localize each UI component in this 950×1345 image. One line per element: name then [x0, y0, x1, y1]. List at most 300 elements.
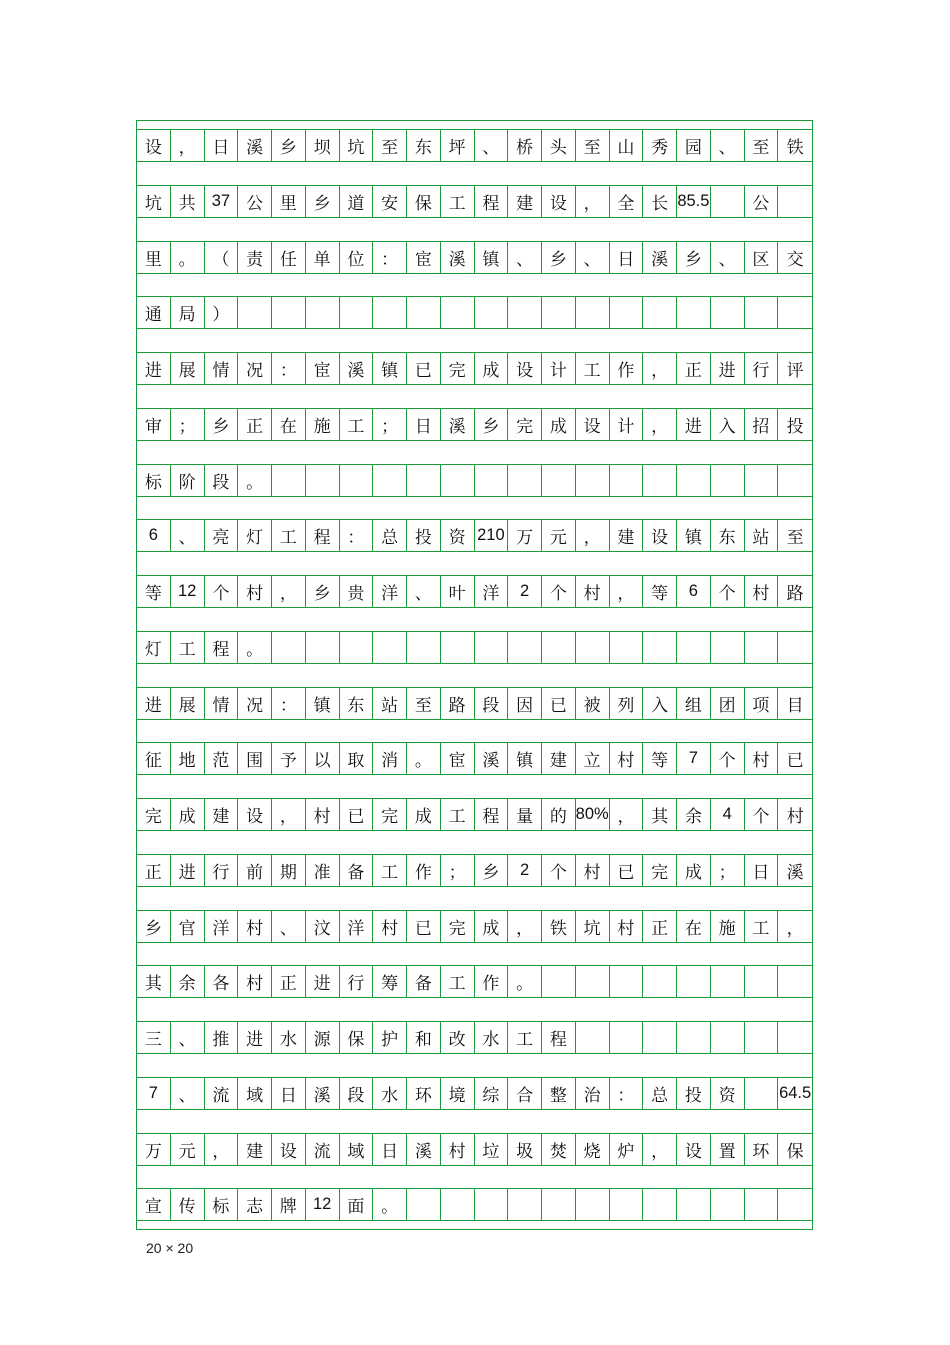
grid-cell: 镇: [508, 742, 542, 775]
grid-cell: 镇: [373, 352, 407, 385]
grid-cell: [238, 296, 272, 329]
grid-cell: 共: [171, 185, 205, 218]
grid-cell: [778, 296, 812, 329]
grid-cell: 村: [576, 854, 610, 887]
grid-cell: 、: [171, 1077, 205, 1110]
grid-cell: 桥: [508, 129, 542, 162]
grid-cell: 210: [475, 519, 509, 552]
grid-cell: （: [205, 241, 239, 274]
grid-cell: 完: [137, 798, 171, 831]
grid-cell: 消: [373, 742, 407, 775]
grid-cell: 80%: [576, 798, 610, 831]
grid-cell: 汶: [306, 910, 340, 943]
grid-cell: 团: [711, 687, 745, 720]
grid-row: [137, 241, 812, 274]
grid-cell: 段: [340, 1077, 374, 1110]
grid-cell: 工: [441, 965, 475, 998]
grid-cell: 完: [441, 910, 475, 943]
grid-cell: 工: [508, 1021, 542, 1054]
grid-cell: 公: [745, 185, 779, 218]
grid-cell: ；: [711, 854, 745, 887]
grid-cell: [778, 464, 812, 497]
grid-cell: 整: [542, 1077, 576, 1110]
grid-cell: 溪: [407, 1133, 441, 1166]
grid-cell: 作: [407, 854, 441, 887]
grid-cell: 、: [272, 910, 306, 943]
grid-cell: 山: [610, 129, 644, 162]
grid-cell: 坑: [137, 185, 171, 218]
grid-cell: 正: [272, 965, 306, 998]
grid-cell: [711, 464, 745, 497]
grid-cell: 总: [643, 1077, 677, 1110]
grid-cell: 流: [306, 1133, 340, 1166]
grid-cell: 、: [475, 129, 509, 162]
grid-cell: 完: [373, 798, 407, 831]
grid-cell: 6: [137, 519, 171, 552]
grid-row: [137, 631, 812, 664]
grid-cell: 灯: [238, 519, 272, 552]
grid-cell: 站: [373, 687, 407, 720]
grid-cell: 7: [137, 1077, 171, 1110]
grid-cell: 镇: [306, 687, 340, 720]
grid-row: [137, 798, 812, 831]
grid-cell: 里: [272, 185, 306, 218]
grid-cell: 前: [238, 854, 272, 887]
grid-cell: 已: [610, 854, 644, 887]
grid-cell: 建: [610, 519, 644, 552]
grid-cell: 至: [407, 687, 441, 720]
grid-cell: 秀: [643, 129, 677, 162]
grid-cell: [272, 631, 306, 664]
grid-cell: 计: [610, 408, 644, 441]
grid-cell: 建: [205, 798, 239, 831]
grid-cell: [272, 464, 306, 497]
grid-cell: 入: [643, 687, 677, 720]
grid-cell: [778, 631, 812, 664]
grid-cell: [340, 464, 374, 497]
grid-cell: 日: [373, 1133, 407, 1166]
grid-cell: 坝: [306, 129, 340, 162]
grid-cell: [475, 631, 509, 664]
grid-cell: ：: [610, 1077, 644, 1110]
grid-cell: 量: [508, 798, 542, 831]
grid-cell: [643, 965, 677, 998]
grid-cell: 作: [610, 352, 644, 385]
grid-cell: 护: [373, 1021, 407, 1054]
grid-cell: ；: [373, 408, 407, 441]
grid-cell: 况: [238, 352, 272, 385]
grid-row: [137, 464, 812, 497]
grid-cell: [711, 965, 745, 998]
grid-cell: [441, 464, 475, 497]
grid-cell: 工: [441, 798, 475, 831]
grid-cell: 个: [542, 854, 576, 887]
grid-cell: 投: [407, 519, 441, 552]
grid-cell: 溪: [475, 742, 509, 775]
grid-cell: 东: [340, 687, 374, 720]
grid-cell: 以: [306, 742, 340, 775]
grid-cell: 工: [373, 854, 407, 887]
grid-cell: 个: [745, 798, 779, 831]
grid-row: [137, 1077, 812, 1110]
grid-cell: 全: [610, 185, 644, 218]
grid-cell: ；: [441, 854, 475, 887]
grid-cell: 村: [610, 910, 644, 943]
grid-cell: [745, 296, 779, 329]
grid-cell: [508, 631, 542, 664]
grid-cell: [677, 296, 711, 329]
grid-cell: 推: [205, 1021, 239, 1054]
grid-cell: [576, 631, 610, 664]
grid-cell: ，: [171, 129, 205, 162]
grid-cell: [610, 1188, 644, 1221]
grid-cell: [711, 1021, 745, 1054]
grid-cell: 资: [711, 1077, 745, 1110]
grid-cell: 12: [306, 1188, 340, 1221]
grid-cell: 列: [610, 687, 644, 720]
grid-row: [137, 296, 812, 329]
grid-cell: 元: [542, 519, 576, 552]
grid-cell: [475, 1188, 509, 1221]
grid-cell: [576, 1021, 610, 1054]
grid-cell: ，: [576, 185, 610, 218]
grid-cell: [745, 1077, 779, 1110]
grid-cell: 。: [508, 965, 542, 998]
grid-cell: 正: [238, 408, 272, 441]
grid-cell: [576, 965, 610, 998]
grid-cell: [610, 965, 644, 998]
grid-cell: 设: [137, 129, 171, 162]
grid-cell: 日: [205, 129, 239, 162]
grid-cell: 烧: [576, 1133, 610, 1166]
grid-cell: 备: [407, 965, 441, 998]
grid-cell: 宣: [137, 1188, 171, 1221]
grid-cell: 85.5: [677, 185, 711, 218]
grid-cell: [407, 296, 441, 329]
grid-cell: 进: [677, 408, 711, 441]
grid-cell: 溪: [238, 129, 272, 162]
grid-cell: 水: [373, 1077, 407, 1110]
grid-cell: [576, 296, 610, 329]
grid-cell: 其: [643, 798, 677, 831]
grid-cell: 日: [272, 1077, 306, 1110]
grid-cell: 村: [441, 1133, 475, 1166]
grid-cell: 万: [137, 1133, 171, 1166]
grid-cell: [508, 464, 542, 497]
grid-cell: [508, 1188, 542, 1221]
grid-cell: 乡: [306, 575, 340, 608]
grid-cell: 溪: [643, 241, 677, 274]
grid-cell: 志: [238, 1188, 272, 1221]
grid-row: [137, 575, 812, 608]
grid-row: [137, 965, 812, 998]
grid-cell: 成: [171, 798, 205, 831]
grid-cell: [643, 464, 677, 497]
grid-cell: 通: [137, 296, 171, 329]
grid-cell: 程: [205, 631, 239, 664]
grid-cell: 7: [677, 742, 711, 775]
grid-cell: 日: [610, 241, 644, 274]
grid-cell: 至: [373, 129, 407, 162]
grid-cell: 灯: [137, 631, 171, 664]
grid-cell: [542, 1188, 576, 1221]
grid-cell: 4: [711, 798, 745, 831]
grid-cell: 程: [542, 1021, 576, 1054]
grid-cell: 。: [238, 464, 272, 497]
grid-cell: 审: [137, 408, 171, 441]
grid-cell: 传: [171, 1188, 205, 1221]
grid-cell: 乡: [475, 408, 509, 441]
grid-cell: 垃: [475, 1133, 509, 1166]
grid-cell: 责: [238, 241, 272, 274]
grid-cell: ，: [643, 408, 677, 441]
grid-row: [137, 1021, 812, 1054]
grid-cell: 2: [508, 854, 542, 887]
grid-cell: 投: [677, 1077, 711, 1110]
grid-cell: 溪: [778, 854, 812, 887]
grid-cell: 行: [205, 854, 239, 887]
grid-cell: 程: [475, 798, 509, 831]
grid-cell: 区: [745, 241, 779, 274]
grid-cell: 东: [407, 129, 441, 162]
grid-cell: 村: [306, 798, 340, 831]
grid-cell: 正: [677, 352, 711, 385]
grid-cell: 被: [576, 687, 610, 720]
grid-cell: [778, 1188, 812, 1221]
grid-cell: 情: [205, 352, 239, 385]
grid-cell: 三: [137, 1021, 171, 1054]
grid-cell: 域: [238, 1077, 272, 1110]
grid-cell: 入: [711, 408, 745, 441]
grid-cell: 镇: [475, 241, 509, 274]
grid-cell: 进: [171, 854, 205, 887]
grid-cell: 工: [171, 631, 205, 664]
grid-cell: 进: [238, 1021, 272, 1054]
grid-cell: [373, 464, 407, 497]
grid-cell: 园: [677, 129, 711, 162]
grid-cell: 等: [137, 575, 171, 608]
grid-cell: 、: [407, 575, 441, 608]
grid-cell: [610, 464, 644, 497]
grid-cell: 宦: [306, 352, 340, 385]
grid-cell: 、: [576, 241, 610, 274]
grid-cell: 设: [677, 1133, 711, 1166]
grid-cell: 东: [711, 519, 745, 552]
grid-cell: 行: [340, 965, 374, 998]
grid-cell: 安: [373, 185, 407, 218]
grid-cell: 站: [745, 519, 779, 552]
grid-cell: 牌: [272, 1188, 306, 1221]
grid-cell: 个: [711, 575, 745, 608]
grid-cell: [441, 296, 475, 329]
grid-cell: 贵: [340, 575, 374, 608]
grid-cell: 征: [137, 742, 171, 775]
grid-cell: 保: [407, 185, 441, 218]
grid-cell: 镇: [677, 519, 711, 552]
grid-cell: 村: [745, 742, 779, 775]
grid-cell: [306, 631, 340, 664]
grid-cell: 投: [778, 408, 812, 441]
grid-cell: 保: [778, 1133, 812, 1166]
grid-cell: 水: [475, 1021, 509, 1054]
grid-cell: [745, 965, 779, 998]
grid-cell: [373, 631, 407, 664]
grid-cell: ，: [576, 519, 610, 552]
grid-cell: 在: [677, 910, 711, 943]
grid-cell: 里: [137, 241, 171, 274]
grid-cell: 洋: [373, 575, 407, 608]
grid-cell: 成: [475, 352, 509, 385]
grid-cell: ，: [610, 798, 644, 831]
grid-cell: 局: [171, 296, 205, 329]
grid-cell: 洋: [205, 910, 239, 943]
grid-cell: [745, 631, 779, 664]
grid-cell: 。: [171, 241, 205, 274]
grid-cell: 完: [441, 352, 475, 385]
grid-cell: 成: [407, 798, 441, 831]
grid-cell: ，: [272, 798, 306, 831]
grid-cell: [542, 965, 576, 998]
grid-cell: 、: [508, 241, 542, 274]
grid-cell: 行: [745, 352, 779, 385]
grid-cell: 已: [778, 742, 812, 775]
grid-cell: 洋: [340, 910, 374, 943]
grid-cell: 铁: [778, 129, 812, 162]
grid-cell: 交: [778, 241, 812, 274]
grid-cell: 各: [205, 965, 239, 998]
grid-cell: 村: [778, 798, 812, 831]
grid-cell: 进: [137, 687, 171, 720]
grid-cell: 标: [205, 1188, 239, 1221]
grid-cell: 设: [542, 185, 576, 218]
grid-cell: 坑: [340, 129, 374, 162]
grid-cell: ，: [508, 910, 542, 943]
grid-cell: 进: [137, 352, 171, 385]
grid-cell: 单: [306, 241, 340, 274]
grid-cell: 置: [711, 1133, 745, 1166]
grid-cell: [542, 464, 576, 497]
grid-cell: 况: [238, 687, 272, 720]
grid-cell: 。: [373, 1188, 407, 1221]
grid-cell: 资: [441, 519, 475, 552]
grid-cell: [576, 1188, 610, 1221]
grid-cell: [340, 631, 374, 664]
grid-cell: 环: [407, 1077, 441, 1110]
grid-cell: 备: [340, 854, 374, 887]
grid-cell: 村: [745, 575, 779, 608]
grid-cell: 2: [508, 575, 542, 608]
grid-cell: [643, 1188, 677, 1221]
grid-cell: 溪: [441, 408, 475, 441]
grid-cell: 至: [576, 129, 610, 162]
grid-cell: 余: [677, 798, 711, 831]
grid-cell: [441, 1188, 475, 1221]
grid-cell: [475, 296, 509, 329]
grid-cell: 、: [171, 519, 205, 552]
grid-cell: 溪: [340, 352, 374, 385]
grid-cell: 已: [407, 910, 441, 943]
grid-cell: 等: [643, 575, 677, 608]
grid-cell: 正: [137, 854, 171, 887]
grid-cell: 工: [745, 910, 779, 943]
grid-cell: [711, 185, 745, 218]
grid-size-label: 20 × 20: [146, 1240, 194, 1256]
grid-cell: 叶: [441, 575, 475, 608]
grid-cell: 头: [542, 129, 576, 162]
grid-cell: [306, 464, 340, 497]
grid-cell: [475, 464, 509, 497]
grid-cell: 个: [711, 742, 745, 775]
grid-cell: 的: [542, 798, 576, 831]
grid-cell: [610, 1021, 644, 1054]
grid-cell: 洋: [475, 575, 509, 608]
grid-cell: 溪: [441, 241, 475, 274]
grid-cell: ，: [272, 575, 306, 608]
grid-cell: 、: [711, 241, 745, 274]
grid-cell: 工: [576, 352, 610, 385]
grid-cell: 保: [340, 1021, 374, 1054]
grid-cell: 建: [508, 185, 542, 218]
grid-cell: 立: [576, 742, 610, 775]
grid-cell: [340, 296, 374, 329]
grid-cell: 村: [238, 575, 272, 608]
grid-cell: 64.5: [778, 1077, 812, 1110]
grid-cell: 余: [171, 965, 205, 998]
grid-cell: 村: [238, 910, 272, 943]
grid-cell: 公: [238, 185, 272, 218]
grid-cell: 溪: [306, 1077, 340, 1110]
grid-cell: ：: [272, 352, 306, 385]
grid-row: [137, 408, 812, 441]
grid-cell: [407, 1188, 441, 1221]
grid-cell: 乡: [677, 241, 711, 274]
grid-row: [137, 185, 812, 218]
grid-cell: ：: [340, 519, 374, 552]
grid-cell: 日: [407, 408, 441, 441]
grid-cell: 建: [542, 742, 576, 775]
grid-cell: 万: [508, 519, 542, 552]
grid-cell: 任: [272, 241, 306, 274]
grid-cell: [711, 631, 745, 664]
grid-cell: 招: [745, 408, 779, 441]
manuscript-grid: [136, 120, 813, 1230]
grid-cell: [643, 631, 677, 664]
grid-cell: 炉: [610, 1133, 644, 1166]
grid-cell: 官: [171, 910, 205, 943]
grid-cell: 宦: [407, 241, 441, 274]
grid-cell: 工: [340, 408, 374, 441]
grid-cell: ；: [171, 408, 205, 441]
grid-cell: 期: [272, 854, 306, 887]
grid-cell: 治: [576, 1077, 610, 1110]
grid-cell: 圾: [508, 1133, 542, 1166]
grid-cell: 已: [542, 687, 576, 720]
grid-cell: 展: [171, 687, 205, 720]
grid-cell: 标: [137, 464, 171, 497]
grid-cell: 环: [745, 1133, 779, 1166]
grid-cell: 段: [475, 687, 509, 720]
grid-cell: 在: [272, 408, 306, 441]
grid-cell: [610, 631, 644, 664]
grid-cell: 成: [542, 408, 576, 441]
grid-cell: [407, 631, 441, 664]
grid-cell: 情: [205, 687, 239, 720]
grid-row: [137, 129, 812, 162]
grid-cell: [778, 185, 812, 218]
grid-cell: 乡: [205, 408, 239, 441]
grid-cell: 改: [441, 1021, 475, 1054]
grid-cell: 村: [610, 742, 644, 775]
